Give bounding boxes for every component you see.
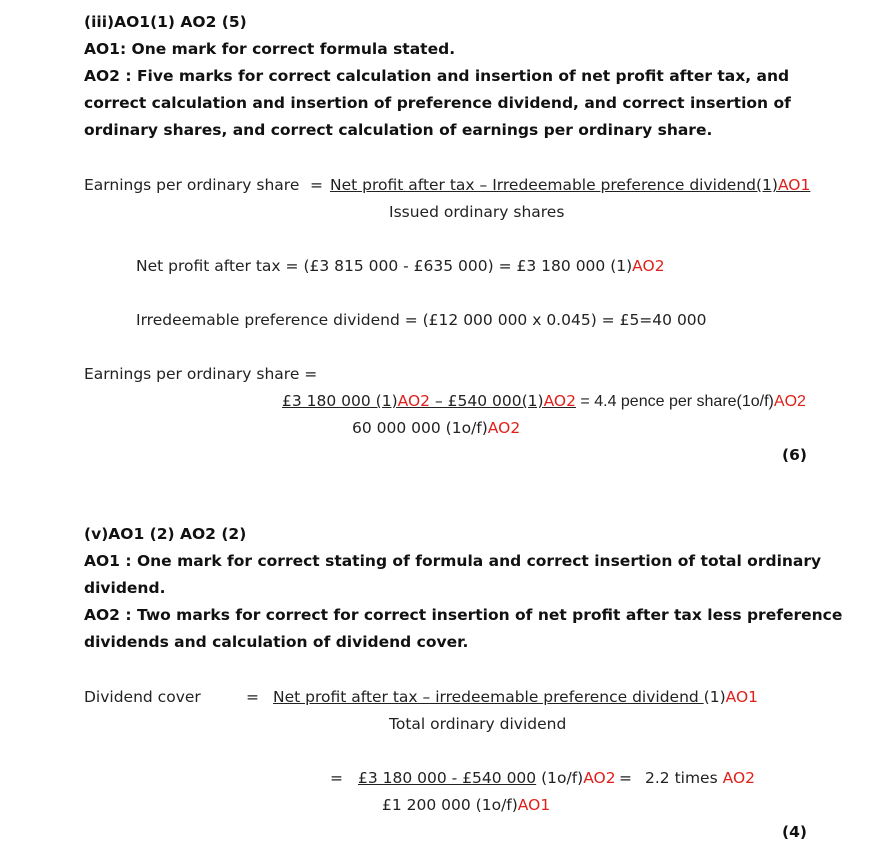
eps-calc-mark-1: AO2 xyxy=(397,392,431,410)
eps-formula-equals: = xyxy=(310,176,323,194)
dividend-cover-label: Dividend cover xyxy=(84,688,201,706)
eps-denominator xyxy=(352,418,520,438)
npat-calculation-text: Net profit after tax = (£3 815 000 - £635 000) = £3 180 000 (1) xyxy=(136,257,633,275)
dividend-cover-calc-numerator-mark: AO2 xyxy=(583,769,616,787)
section-v-ao2-line-2: dividends and calculation of dividend cover. xyxy=(84,633,469,651)
dividend-cover-calc-denominator-text: £1 200 000 (1o/f) xyxy=(382,796,518,814)
npat-calculation xyxy=(136,256,665,276)
eps-denominator-text: 60 000 000 (1o/f) xyxy=(352,419,488,437)
section-v-heading: (v)AO1 (2) AO2 (2) xyxy=(84,525,247,543)
dividend-cover-numerator-mark: AO1 xyxy=(725,688,759,706)
eps-calculation-numerator xyxy=(282,392,576,410)
eps-formula-label: Earnings per ordinary share xyxy=(84,176,300,194)
eps-calc-mark-3: AO2 xyxy=(773,393,806,410)
eps-calc-part-1: £3 180 000 (1) xyxy=(282,392,398,410)
dividend-cover-calc-equals-2: = xyxy=(619,769,632,787)
dividend-cover-calc-denominator xyxy=(382,795,550,815)
section-iii-ao2-line-3: ordinary shares, and correct calculation of earnings per ordinary share. xyxy=(84,121,713,139)
irredeemable-dividend-calculation: Irredeemable preference dividend = (£12 000 000 x 0.045) = £5=40 000 xyxy=(136,311,707,329)
section-v-ao1-line-1: AO1 : One mark for correct stating of formula and correct insertion of total ordinary xyxy=(84,552,822,570)
dividend-cover-calc-equals: = xyxy=(330,769,343,787)
section-v-total-marks: (4) xyxy=(782,823,807,841)
dividend-cover-numerator-tail: (1) xyxy=(703,688,726,706)
eps-formula-denominator: Issued ordinary shares xyxy=(389,203,565,221)
section-iii-ao2-line-2: correct calculation and insertion of preference dividend, and correct insertion of xyxy=(84,94,791,112)
section-iii-total-marks: (6) xyxy=(782,446,807,464)
dividend-cover-numerator xyxy=(273,687,758,707)
section-iii-heading: (iii)AO1(1) AO2 (5) xyxy=(84,13,247,31)
eps-calc-mark-2: AO2 xyxy=(543,392,576,410)
eps-calc-result: = 4.4 pence per share(1o/f) xyxy=(575,393,774,410)
eps-denominator-mark: AO2 xyxy=(487,419,521,437)
eps-formula-numerator-text: Net profit after tax – Irredeemable preference dividend(1) xyxy=(330,176,778,194)
dividend-cover-calc-numerator-text: £3 180 000 - £540 000 xyxy=(358,769,537,787)
dividend-cover-equals: = xyxy=(246,688,259,706)
dividend-cover-calc-numerator-tail: (1o/f) xyxy=(536,769,584,787)
section-iii-ao1-text: AO1: One mark for correct formula stated. xyxy=(84,40,456,58)
eps-label: Earnings per ordinary share = xyxy=(84,365,318,383)
section-v-ao1-line-2: dividend. xyxy=(84,579,166,597)
dividend-cover-denominator: Total ordinary dividend xyxy=(389,715,567,733)
npat-calculation-mark: AO2 xyxy=(632,257,665,275)
eps-calculation xyxy=(282,391,806,412)
dividend-cover-result-text: 2.2 times xyxy=(645,769,723,787)
dividend-cover-calc-numerator xyxy=(358,768,616,788)
dividend-cover-result xyxy=(645,768,755,788)
eps-calc-part-2: – £540 000(1) xyxy=(430,392,544,410)
eps-formula-numerator-mark: AO1 xyxy=(777,176,811,194)
dividend-cover-numerator-text: Net profit after tax – irredeemable preference dividend xyxy=(273,688,704,706)
eps-formula-numerator xyxy=(330,175,810,195)
dividend-cover-calc-denominator-mark: AO1 xyxy=(517,796,551,814)
section-v-ao2-line-1: AO2 : Two marks for correct for correct insertion of net profit after tax less preference xyxy=(84,606,843,624)
section-iii-ao2-line-1: AO2 : Five marks for correct calculation and insertion of net profit after tax, and xyxy=(84,67,790,85)
dividend-cover-result-mark: AO2 xyxy=(722,769,756,787)
